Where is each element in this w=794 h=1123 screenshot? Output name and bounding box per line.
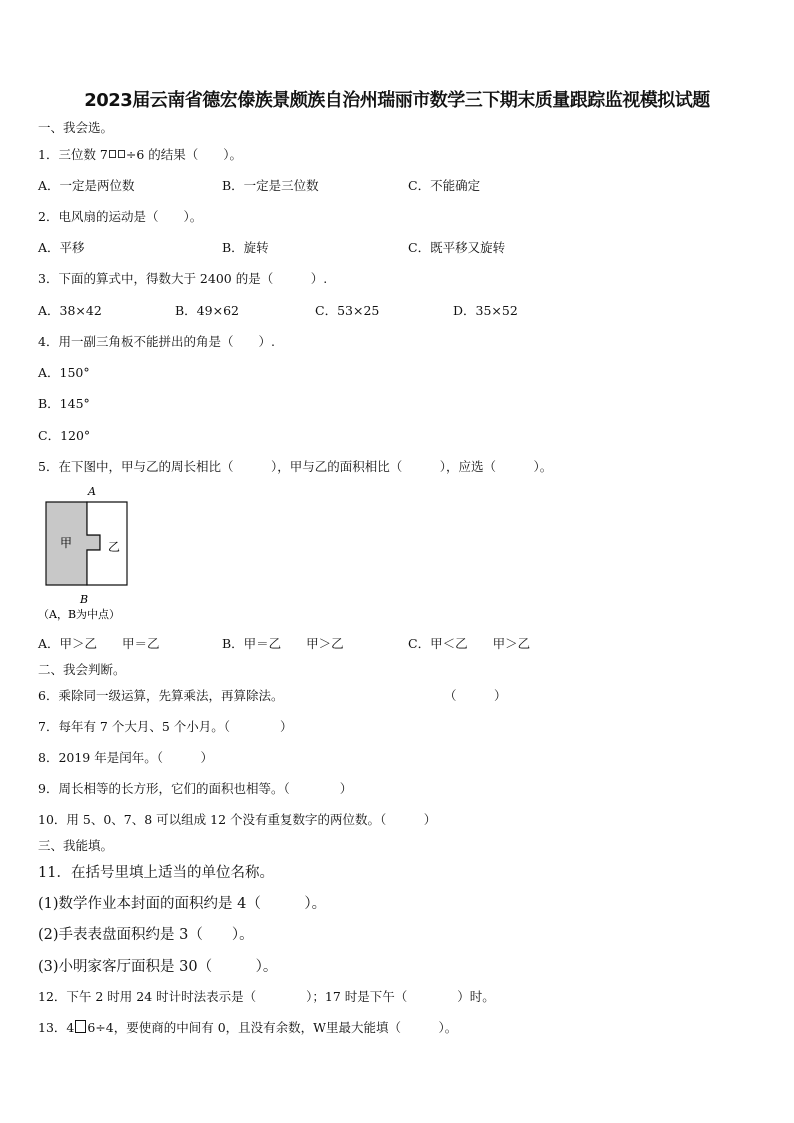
question-text: ÷6 的结果（ ）。 <box>125 147 243 162</box>
question-10: 10．用 5、0、7、8 可以组成 12 个没有重复数字的两位数。（ ） <box>38 812 437 827</box>
question-13 <box>38 1020 457 1036</box>
option-d[interactable]: D．35×52 <box>453 303 518 318</box>
question-11-part-2: (2)手表表盘面积约是 3（ ）。 <box>38 927 254 943</box>
section-heading: 一、我会选。 <box>38 120 114 135</box>
option-c[interactable]: C．既平移又旋转 <box>408 240 506 255</box>
question-2: 2．电风扇的运动是（ ）。 <box>38 209 203 224</box>
option-c[interactable]: C．不能确定 <box>408 178 481 193</box>
section-heading: 三、我能填。 <box>38 838 114 853</box>
option-b[interactable]: B．甲＝乙 甲＞乙 <box>222 636 344 651</box>
question-3: 3．下面的算式中，得数大于 2400 的是（ ）. <box>38 271 328 286</box>
option-b[interactable]: B．旋转 <box>222 240 269 255</box>
question-text: 6÷4，要使商的中间有 0，且没有余数，W里最大能填（ ）。 <box>87 1020 458 1035</box>
section-heading: 二、我会判断。 <box>38 662 126 677</box>
label-jia: 甲 <box>60 536 73 550</box>
question-11: 11．在括号里填上适当的单位名称。 <box>38 865 274 881</box>
figure-caption: （A，B为中点） <box>38 608 121 621</box>
label-yi: 乙 <box>108 540 121 554</box>
question-5: 5．在下图中，甲与乙的周长相比（ ），甲与乙的面积相比（ ），应选（ ）。 <box>38 459 553 474</box>
shape-figure <box>38 483 148 623</box>
blank-box-icon <box>75 1020 86 1033</box>
blank-square-icon <box>109 150 116 158</box>
option-a[interactable]: A．38×42 <box>38 303 102 318</box>
shape-diagram <box>38 483 148 623</box>
question-11-part-3: (3)小明家客厅面积是 30（ ）。 <box>38 959 278 975</box>
question-7: 7．每年有 7 个大月、5 个小月。（ ） <box>38 719 293 734</box>
option-a[interactable]: A．甲＞乙 甲＝乙 <box>38 636 160 651</box>
question-9: 9．周长相等的长方形，它们的面积也相等。（ ） <box>38 781 353 796</box>
option-a[interactable]: A．平移 <box>38 240 85 255</box>
question-text: 1．三位数 7 <box>38 147 108 162</box>
option-a[interactable]: A．150° <box>38 365 90 380</box>
option-c[interactable]: C．甲＜乙 甲＞乙 <box>408 636 531 651</box>
option-b[interactable]: B．145° <box>38 396 90 411</box>
question-text: 13．4 <box>38 1020 75 1035</box>
question-6: 6．乘除同一级运算，先算乘法，再算除法。 <box>38 688 284 703</box>
option-a[interactable]: A．一定是两位数 <box>38 178 135 193</box>
label-a: A <box>88 485 96 498</box>
option-c[interactable]: C．53×25 <box>315 303 380 318</box>
question-1 <box>38 147 242 163</box>
question-12: 12．下午 2 时用 24 时计时法表示是（ ）；17 时是下午（ ）时。 <box>38 989 495 1004</box>
blank-square-icon <box>118 150 125 158</box>
label-b: B <box>80 593 89 606</box>
answer-blank[interactable]: （ ） <box>444 688 507 703</box>
question-11-part-1: (1)数学作业本封面的面积约是 4（ ）。 <box>38 896 327 912</box>
question-8: 8．2019 年是闰年。（ ） <box>38 750 213 765</box>
option-c[interactable]: C．120° <box>38 428 91 443</box>
question-4: 4．用一副三角板不能拼出的角是（ ）. <box>38 334 275 349</box>
page-title: 2023届云南省德宏傣族景颇族自治州瑞丽市数学三下期末质量跟踪监视模拟试题 <box>84 90 710 111</box>
option-b[interactable]: B．49×62 <box>175 303 239 318</box>
option-b[interactable]: B．一定是三位数 <box>222 178 319 193</box>
